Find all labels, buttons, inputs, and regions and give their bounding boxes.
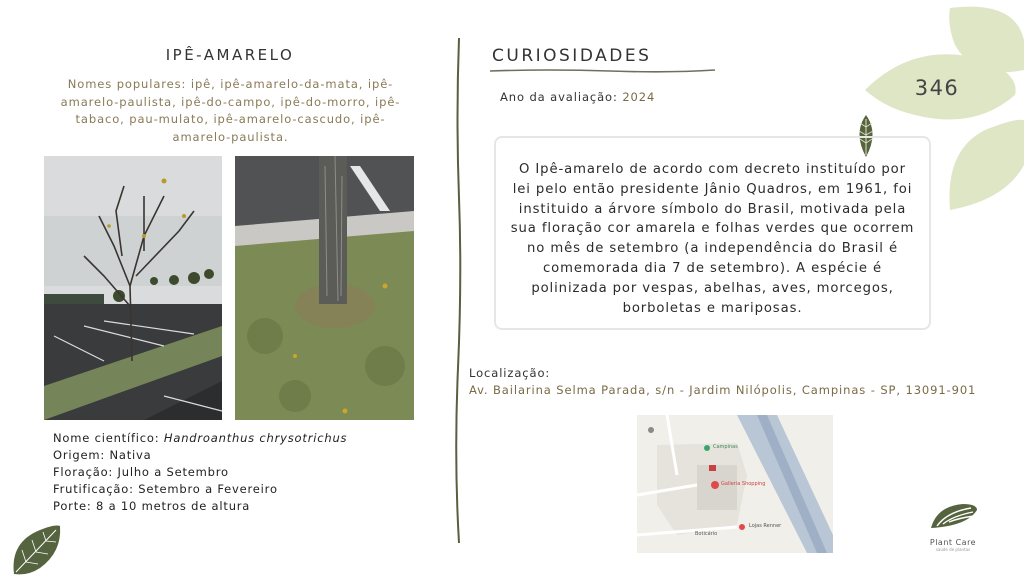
curiosity-text: O Ipê-amarelo de acordo com decreto instituído por lei pelo então presidente Jânio Quadros, em 1961, foi instituido a árvore símbolo do Brasil, motivada pela sua floração cor amarela e folhas verdes que ocorrem no mês de setembro (a independência do Brasil é comemorada dia 7 de setembro). A espécie é polinizada por vespas, abelhas, aves, morcegos, borboletas e mariposas. (510, 162, 915, 316)
species-title: IPÊ-AMARELO (165, 46, 295, 64)
tree-photo (44, 156, 222, 420)
map-label-store: Boticário (695, 531, 718, 537)
location-address: Av. Bailarina Selma Parada, s/n - Jardim Nilópolis, Campinas - SP, 13091-901 (469, 383, 977, 397)
map-label-city: Campinas (713, 444, 738, 450)
tree-number: 346 (914, 76, 960, 100)
title-underline (490, 68, 715, 74)
plant-care-logo-icon (927, 500, 979, 532)
fruiting: Frutificação: Setembro a Fevereiro (53, 482, 278, 496)
origin: Origem: Nativa (53, 448, 152, 462)
evaluation-year: Ano da avaliação: 2024 (500, 90, 656, 104)
plant-care-logo (918, 500, 988, 562)
flowering: Floração: Julho a Setembro (53, 465, 229, 479)
location-map[interactable] (637, 415, 833, 553)
map-label-store2: Lojas Renner (749, 523, 782, 529)
brand-tagline: saúde de plantas (935, 547, 971, 552)
vertical-divider (453, 38, 465, 543)
scientific-name: Handroanthus chrysotrichus (163, 431, 348, 445)
species-facts (53, 430, 347, 515)
leaf-icon-bottom (10, 522, 62, 576)
popular-names: Nomes populares: ipê, ipê-amarelo-da-mata, ipê-amarelo-paulista, ipê-do-campo, ipê-do-morro, ipê-tabaco, pau-mulato, ipê-amarelo-cascudo, ipê-amarelo-paulista. (60, 77, 401, 144)
curiosity-card (494, 136, 931, 330)
brand-name: Plant Care (929, 538, 977, 547)
location-label: Localização: (469, 366, 551, 380)
size: Porte: 8 a 10 metros de altura (53, 499, 251, 513)
map-label-mall: Galleria Shopping (721, 481, 766, 487)
scientific-name-row: Nome científico: Handroanthus chrysotrichus (53, 431, 348, 445)
trunk-photo (235, 156, 414, 420)
curiosities-title: CURIOSIDADES (492, 46, 652, 66)
